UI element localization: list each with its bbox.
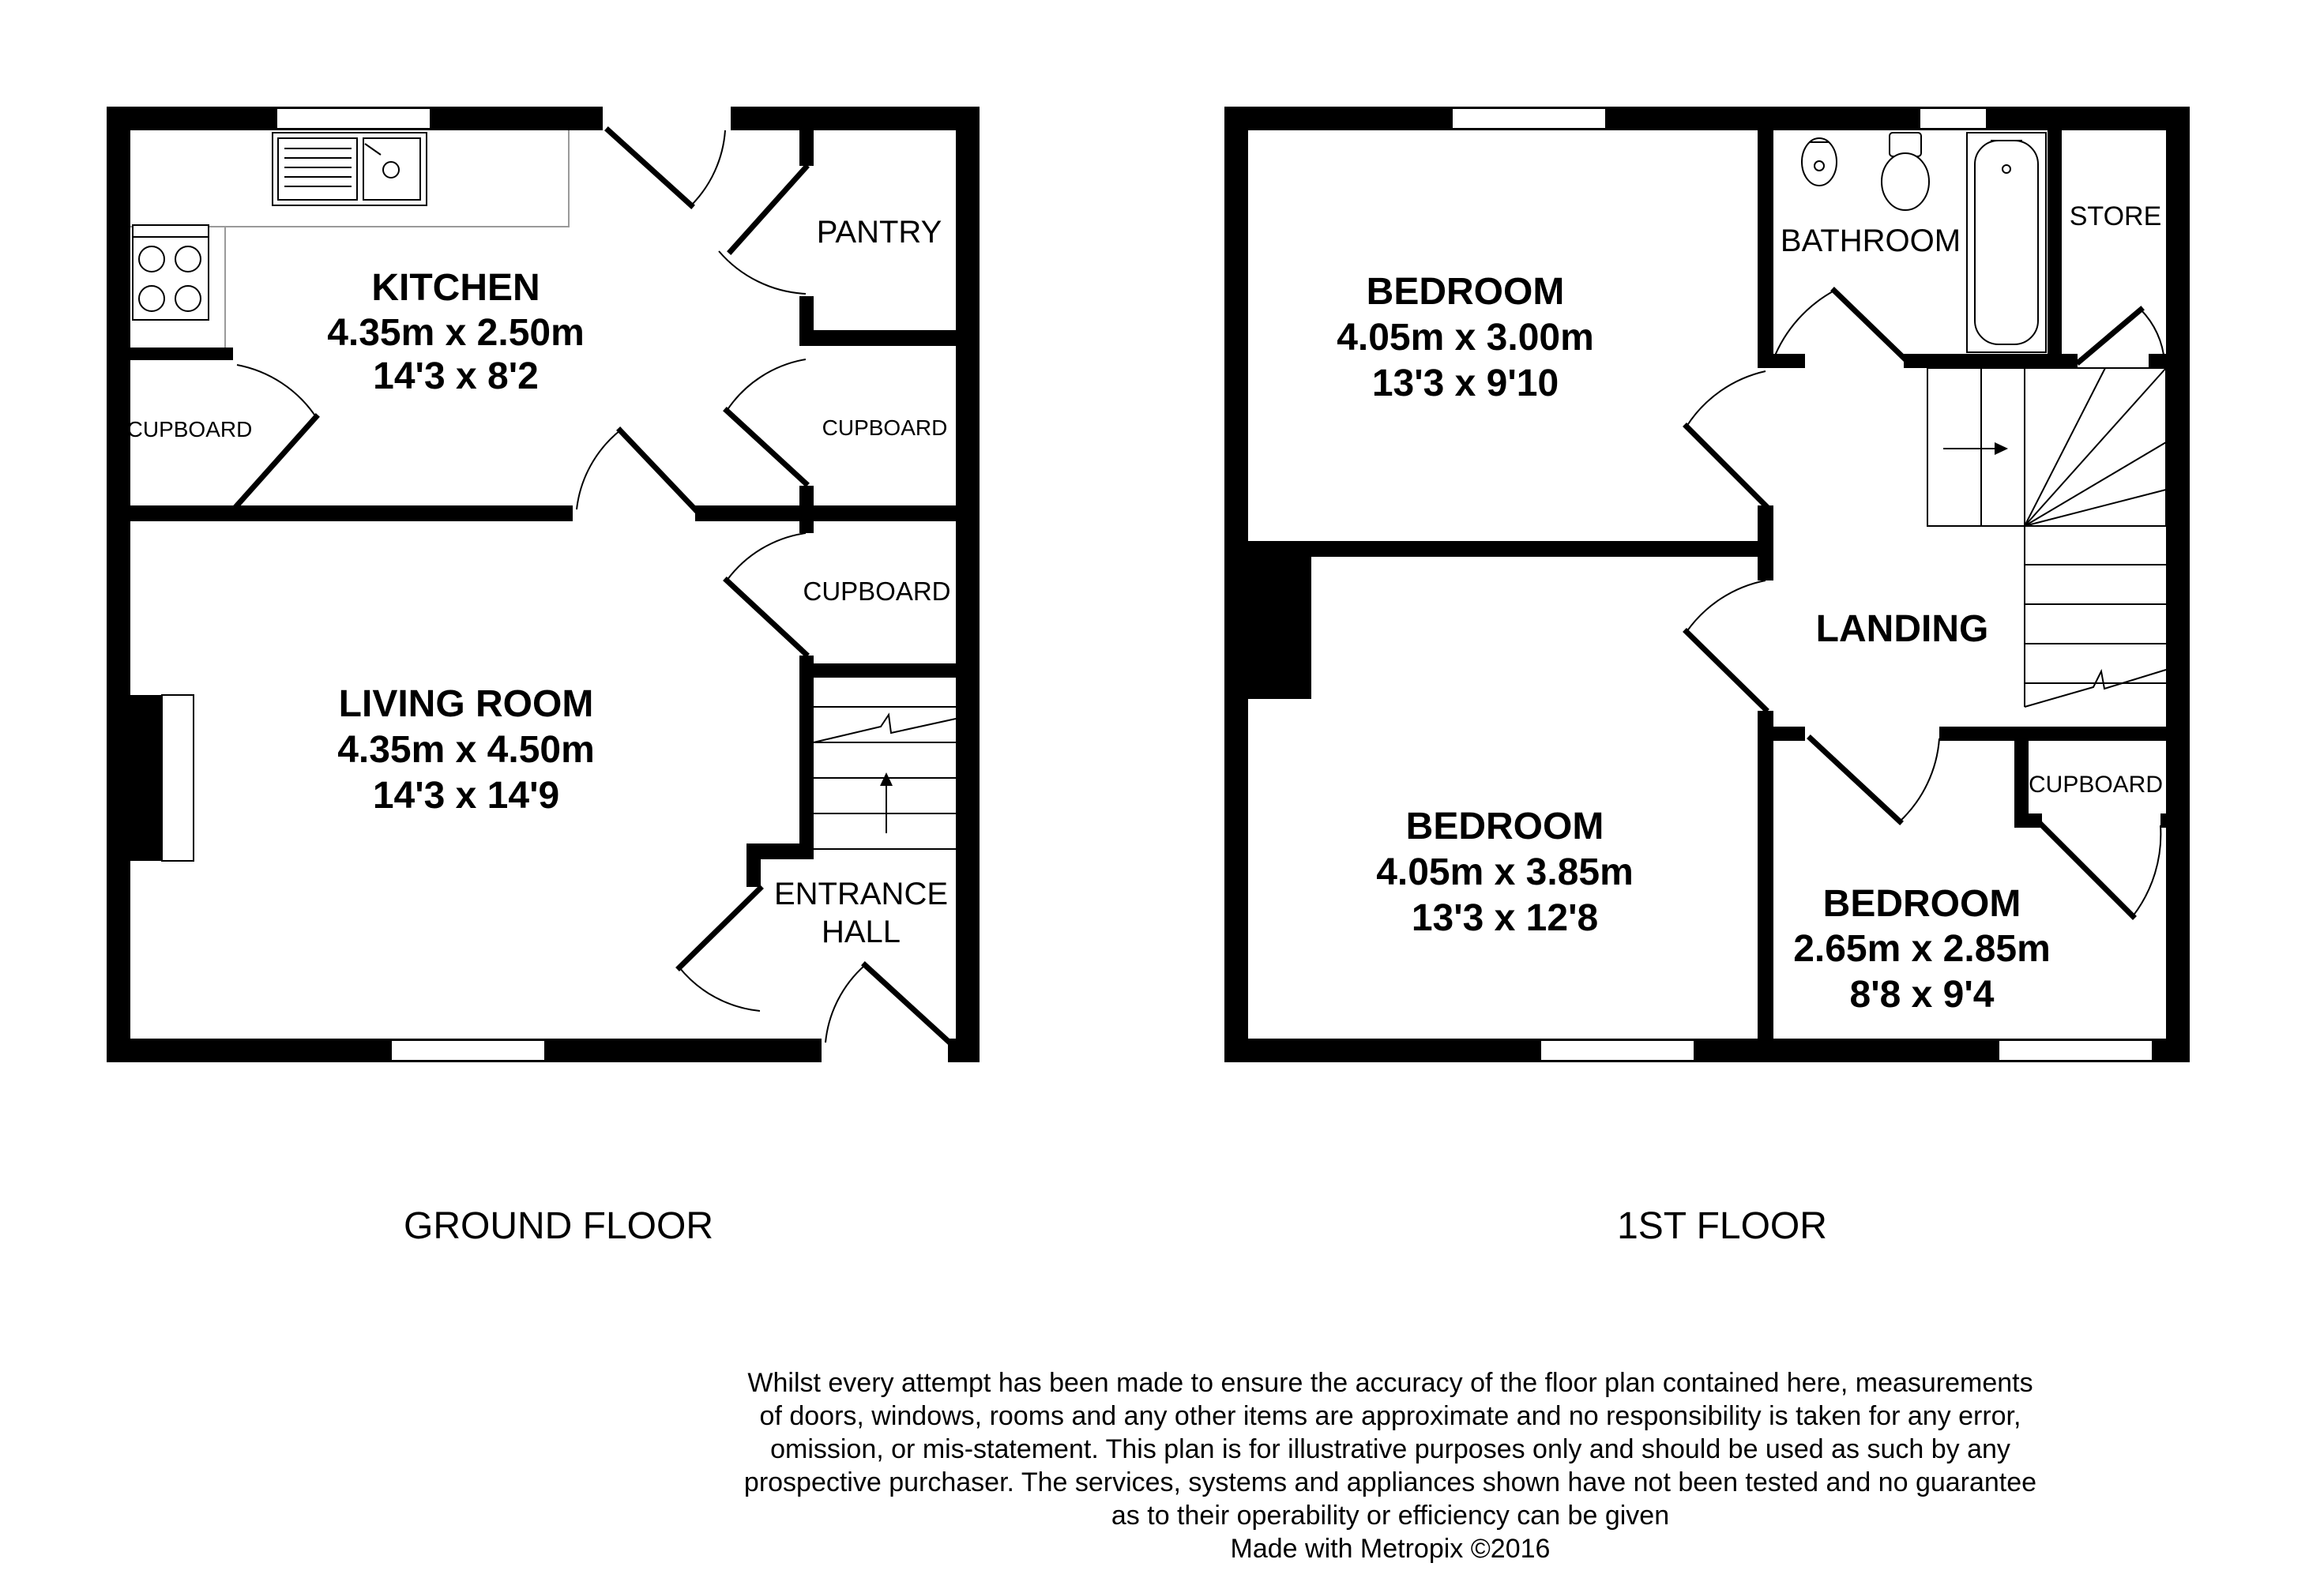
ff-bathroom-wall-left-top [1758,130,1773,170]
ff-bedroom3-wall-top-right [1939,727,2166,741]
gf-cupboard-left-wall [107,348,233,360]
gf-wall-bottom-right-stub [948,1039,980,1062]
gf-kitchen-living-door[interactable] [577,430,695,509]
ff-cupboard-wall-bottom [2014,813,2042,828]
ff-bedroom1-window [1452,108,1606,129]
kitchen-imperial: 14'3 x 8'2 [373,355,539,397]
living-room-metric: 4.35m x 4.50m [337,729,595,771]
first-floor-plan [1224,107,2190,1247]
ff-staircase [1927,368,2166,707]
gf-sink-drainer [278,138,357,200]
ff-bedroom3-window [1999,1040,2153,1061]
gf-cupboard2-wall-left-bottom [799,486,814,533]
ff-bath [1967,133,2046,352]
gf-wall-top-right [731,107,980,130]
disclaimer [664,1366,2117,1565]
bathroom-label: BATHROOM [1780,224,1961,258]
living-room-label: LIVING ROOM [338,683,594,725]
ff-bathroom-store-wall [2048,130,2062,367]
disclaimer-line: prospective purchaser. The services, systems and appliances shown have not been tested and no guarantee [743,1467,2037,1497]
gf-stair-wall-left [799,663,814,853]
gf-sink-bowl [363,138,420,200]
ff-bathroom-door[interactable] [1773,291,1905,359]
gf-pantry-wall-bottom [799,330,980,346]
kitchen-metric: 4.35m x 2.50m [327,312,585,354]
entrance-hall-label-line2: HALL [821,915,901,949]
store-label: STORE [2069,201,2162,231]
ff-bedroom2-window [1540,1040,1694,1061]
bedroom-2-metric: 4.05m x 3.85m [1376,851,1634,893]
living-room-imperial: 14'3 x 14'9 [372,775,560,817]
pantry-label: PANTRY [816,215,942,250]
disclaimer-line: of doors, windows, rooms and any other items are approximate and no responsibility is taken for any error, [759,1401,2021,1431]
gf-pantry-wall-left-top [799,130,814,166]
ground-floor-label: GROUND FLOOR [403,1205,714,1247]
gf-wall-left [107,107,130,1062]
ff-bedroom1-door[interactable] [1687,371,1766,505]
bedroom-1-metric: 4.05m x 3.00m [1337,317,1594,359]
gf-front-door[interactable] [825,965,948,1043]
cupboard-label: CUPBOARD [2028,772,2164,798]
ff-cupboard-wall-right-stub [2160,813,2166,828]
first-floor-label: 1ST FLOOR [1617,1205,1827,1247]
gf-hall-living-door[interactable] [679,889,760,1011]
cupboard-upper-label: CUPBOARD [822,415,948,440]
bedroom-3-metric: 2.65m x 2.85m [1793,928,2051,970]
kitchen-label: KITCHEN [371,267,540,309]
cupboard-left-label: CUPBOARD [126,417,253,441]
gf-partition-kitchen-living-left [107,505,573,521]
bedroom-2-imperial: 13'3 x 12'8 [1411,897,1599,939]
bedroom-2-label: BEDROOM [1405,806,1604,847]
metropix-credit: Made with Metropix ©2016 [1230,1534,1551,1564]
disclaimer-line: Whilst every attempt has been made to ensure the accuracy of the floor plan contained here, measurements [747,1368,2033,1398]
ff-bathroom-wall-bottom-left [1758,354,1805,368]
gf-stair-wall-top [799,663,980,678]
gf-cupboard-upper-door[interactable] [727,359,806,483]
gf-pantry-door[interactable] [719,167,806,294]
gf-hearth [162,695,194,861]
gf-staircase [814,707,956,849]
ff-cupboard-door[interactable] [2042,825,2160,916]
gf-cupboard-lower-door[interactable] [727,533,806,654]
bedroom-1-label: BEDROOM [1366,271,1565,313]
bedroom-3-imperial: 8'8 x 9'4 [1849,974,1995,1016]
disclaimer-line: omission, or mis-statement. This plan is for illustrative purposes only and should be used as such by any [770,1434,2010,1464]
ff-bathroom-window [1920,108,1987,129]
bedroom-3-label: BEDROOM [1822,883,2021,925]
gf-wall-right [956,107,980,1062]
gf-pantry-wall-left-bottom [799,296,814,336]
ff-washbasin [1802,138,1837,186]
cupboard-lower-label: CUPBOARD [803,577,951,606]
gf-kitchen-window [276,108,431,129]
gf-hall-wall-stub [746,843,761,887]
gf-cooker [133,225,209,320]
gf-partition-kitchen-living-right [695,505,980,521]
ff-bedroom3-door[interactable] [1811,738,1939,821]
gf-back-door[interactable] [608,130,725,205]
ff-bedroom2-wall-right-bottom [1758,711,1773,1050]
bedroom-1-imperial: 13'3 x 9'10 [1371,363,1559,404]
ff-wall-right [2166,107,2190,1062]
ff-chimney-breast [1248,557,1311,699]
ff-wall-left [1224,107,1248,1062]
ff-wall-top [1224,107,2190,130]
ff-bedroom3-wall-top-left [1758,727,1805,741]
ff-toilet [1882,133,1929,210]
ff-bedroom1-2-partition [1248,541,1773,557]
ff-bedroom2-door[interactable] [1687,580,1766,709]
gf-firebox [130,738,150,817]
landing-label: LANDING [1815,608,1989,650]
entrance-hall-label-line1: ENTRANCE [773,877,949,911]
gf-living-window [391,1040,545,1061]
disclaimer-line: as to their operability or efficiency can be given [1111,1501,1670,1531]
ground-floor-plan [107,107,980,1247]
